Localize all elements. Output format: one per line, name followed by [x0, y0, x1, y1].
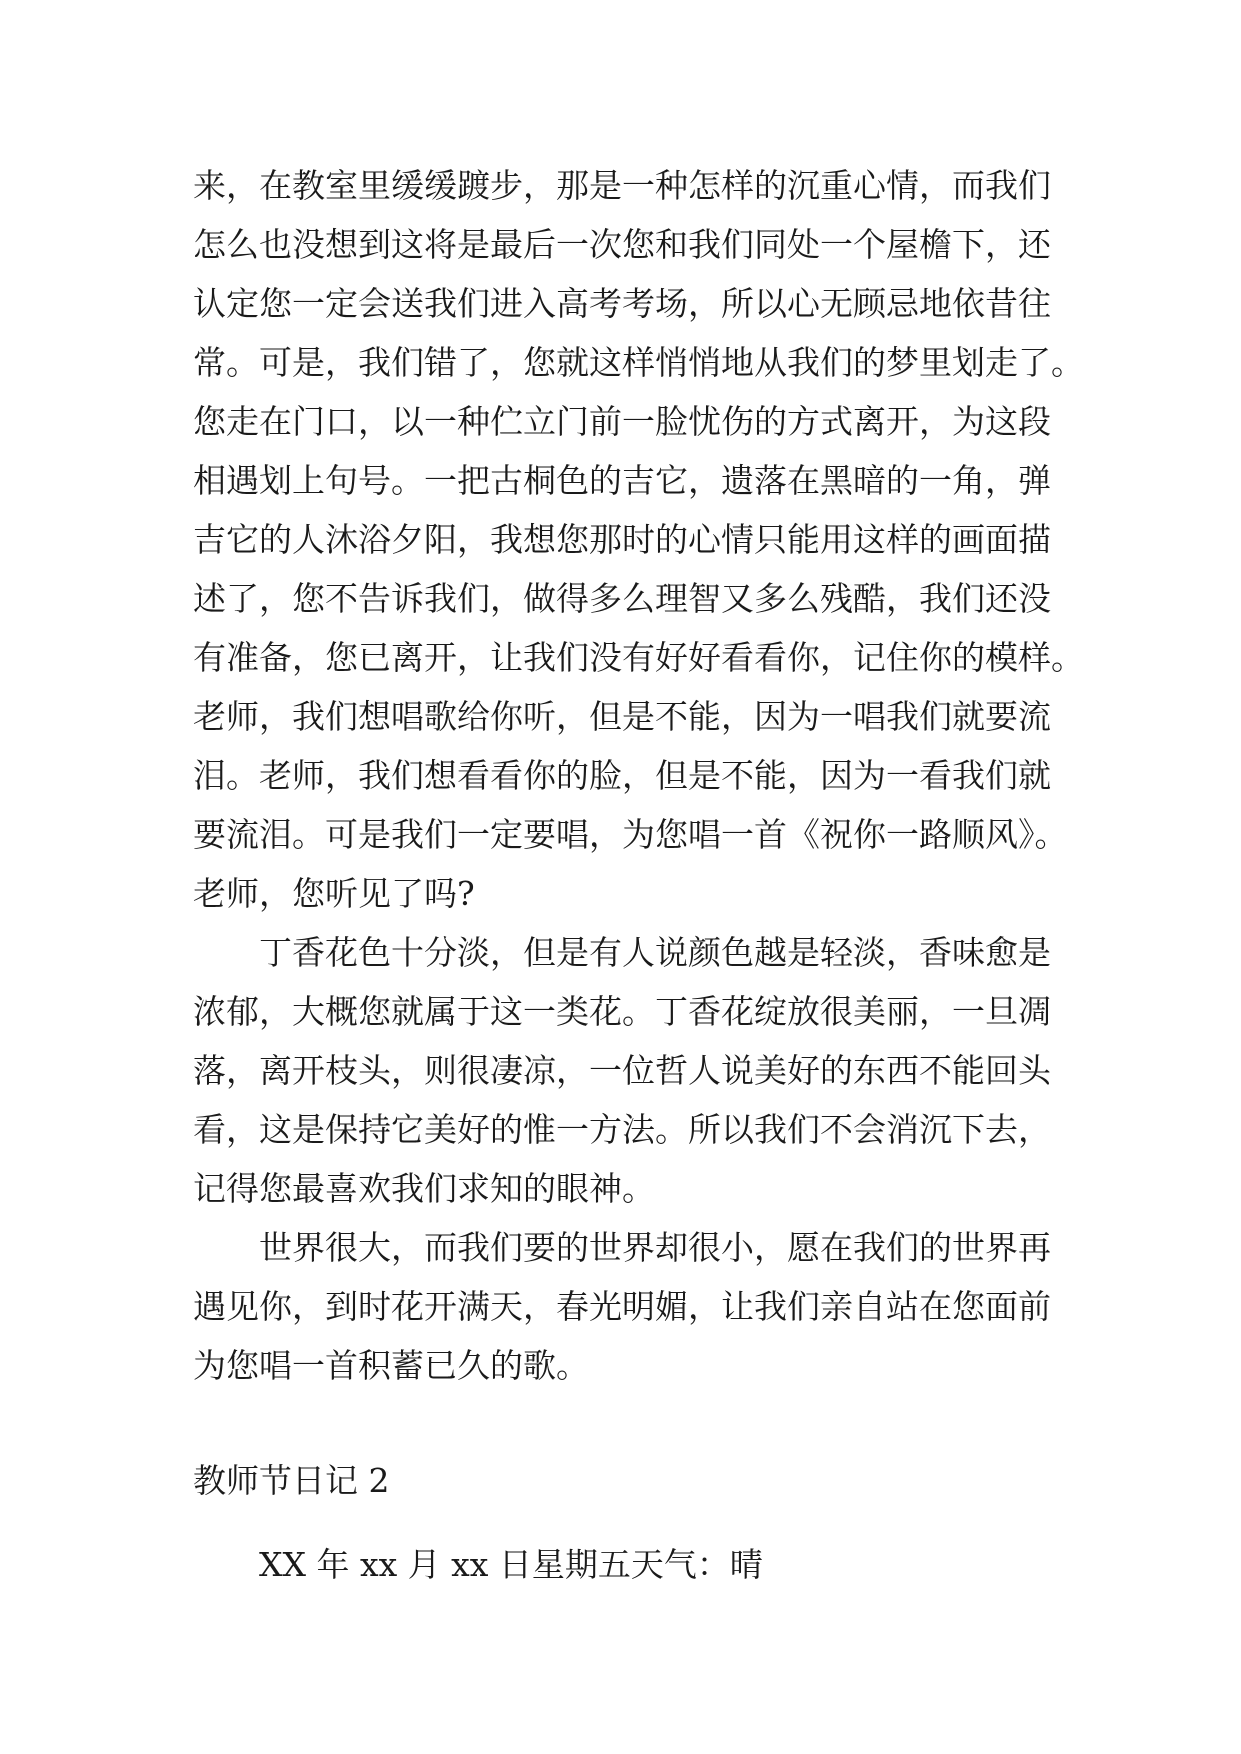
- paragraph: [193, 156, 1093, 923]
- text-line: 为您唱一首积蓄已久的歌。: [193, 1346, 589, 1385]
- text-line: 丁香花色十分淡，但是有人说颜色越是轻淡，香味愈是: [259, 933, 1051, 972]
- text-line: 老师，我们想唱歌给你听，但是不能，因为一唱我们就要流: [193, 697, 1051, 736]
- paragraph: [193, 923, 1093, 1218]
- document-body: [193, 156, 1093, 1395]
- text-line: 记得您最喜欢我们求知的眼神。: [193, 1169, 655, 1208]
- text-line: 述了，您不告诉我们，做得多么理智又多么残酷，我们还没: [193, 579, 1051, 618]
- paragraph: [193, 1218, 1093, 1395]
- text-line: 常。可是，我们错了，您就这样悄悄地从我们的梦里划走了。: [193, 343, 1084, 382]
- text-line: 遇见你，到时花开满天，春光明媚，让我们亲自站在您面前: [193, 1287, 1051, 1326]
- diary-date-line: XX 年 xx 月 xx 日星期五天气：晴: [259, 1545, 763, 1584]
- text-line: 要流泪。可是我们一定要唱，为您唱一首《祝你一路顺风》。: [193, 815, 1068, 854]
- text-line: 认定您一定会送我们进入高考考场，所以心无顾忌地依昔往: [193, 284, 1051, 323]
- text-line: 看，这是保持它美好的惟一方法。所以我们不会消沉下去，: [193, 1110, 1051, 1149]
- text-line: 相遇划上句号。一把古桐色的吉它，遗落在黑暗的一角，弹: [193, 461, 1051, 500]
- text-line: 老师，您听见了吗?: [193, 874, 475, 913]
- text-line: 泪。老师，我们想看看你的脸，但是不能，因为一看我们就: [193, 756, 1051, 795]
- text-line: 吉它的人沐浴夕阳，我想您那时的心情只能用这样的画面描: [193, 520, 1051, 559]
- text-line: 来，在教室里缓缓踱步，那是一种怎样的沉重心情，而我们: [193, 166, 1051, 205]
- text-line: 您走在门口，以一种伫立门前一脸忧伤的方式离开，为这段: [193, 402, 1051, 441]
- section-heading: 教师节日记 2: [193, 1461, 390, 1500]
- text-line: 浓郁，大概您就属于这一类花。丁香花绽放很美丽，一旦凋: [193, 992, 1051, 1031]
- text-line: 世界很大，而我们要的世界却很小，愿在我们的世界再: [259, 1228, 1051, 1267]
- text-line: 有准备，您已离开，让我们没有好好看看你，记住你的模样。: [193, 638, 1084, 677]
- text-line: 落，离开枝头，则很凄凉，一位哲人说美好的东西不能回头: [193, 1051, 1051, 1090]
- text-line: 怎么也没想到这将是最后一次您和我们同处一个屋檐下，还: [193, 225, 1051, 264]
